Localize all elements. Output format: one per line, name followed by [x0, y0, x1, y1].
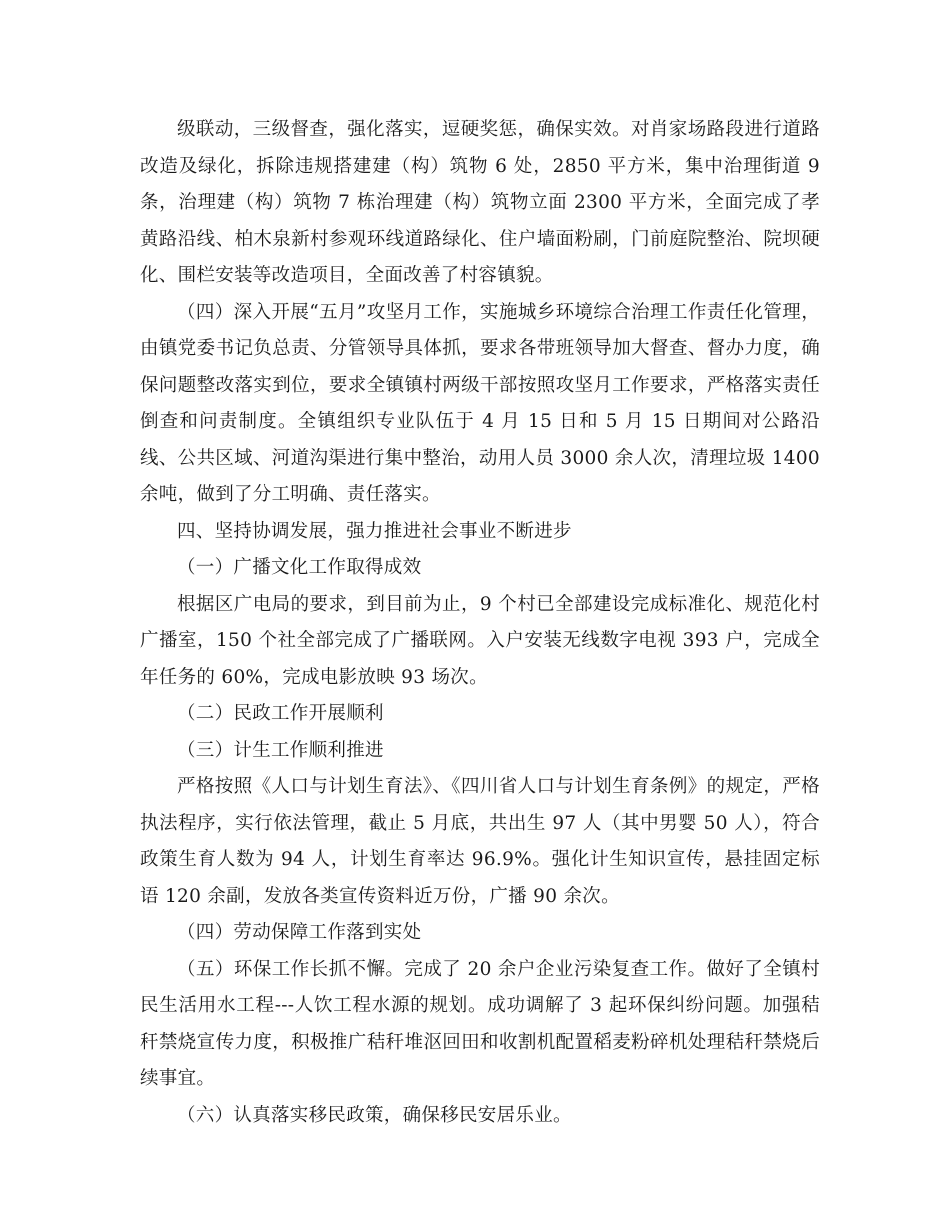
- subheading-civil-affairs: （二）民政工作开展顺利: [177, 703, 384, 724]
- paragraph-environment-rectification: 级联动，三级督查，强化落实，逗硬奖惩，确保实效。对肖家场路段进行道路改造及绿化，拆除违规搭建建（构）筑物 6 处，2850 平方米，集中治理街道 9 条，治理建（构）筑物 7 栋治理建（构）筑物立面 2300 平方米，全面完成了孝黄路沿线、柏木泉新村参观环线道路绿化、住户墙面粉刷，门前庭院整治、院坝硬化、围栏安装等改造项目，全面改善了村容镇貌。: [140, 119, 820, 286]
- paragraph-resettlement-policy: （六）认真落实移民政策，确保移民安居乐业。: [177, 1104, 572, 1126]
- paragraph-family-planning: 严格按照《人口与计划生育法》、《四川省人口与计划生育条例》的规定，严格执法程序，实行依法管理，截止 5 月底，共出生 97 人（其中男婴 50 人），符合政策生育人数为 94 人，计划生育率达 96.9%。强化计生知识宣传，悬挂固定标语 120 余副，发放各类宣传资料近万份，广播 90 余次。: [140, 776, 820, 907]
- paragraph-broadcast-culture: 根据区广电局的要求，到目前为止，9 个村已全部建设完成标准化、规范化村广播室，150 个社全部完成了广播联网。入户安装无线数字电视 393 户，完成全年任务的 60%，完成电影放映 93 场次。: [140, 593, 820, 688]
- document-body: [140, 112, 820, 1134]
- paragraph-may-campaign: （四）深入开展“五月”攻坚月工作，实施城乡环境综合治理工作责任化管理，由镇党委书记负总责、分管领导具体抓，要求各带班领导加大督查、督办力度，确保问题整改落实到位，要求全镇镇村两级干部按照攻坚月工作要求，严格落实责任倒查和问责制度。全镇组织专业队伍于 4 月 15 日和 5 月 15 日期间对公路沿线、公共区域、河道沟渠进行集中整治，动用人员 3000 余人次，清理垃圾 1400 余吨，做到了分工明确、责任落实。: [140, 301, 820, 505]
- paragraph-environmental-protection: （五）环保工作长抓不懈。完成了 20 余户企业污染复查工作。做好了全镇村民生活用水工程---人饮工程水源的规划。成功调解了 3 起环保纠纷问题。加强秸秆禁烧宣传力度，积极推广秸秆堆沤回田和收割机配置稻麦粉碎机处理秸秆禁烧后续事宜。: [140, 958, 820, 1089]
- subheading-broadcast-culture: （一）广播文化工作取得成效: [177, 557, 422, 578]
- subheading-labor-security: （四）劳动保障工作落到实处: [177, 922, 422, 943]
- section-heading-social-affairs: 四、坚持协调发展，强力推进社会事业不断进步: [177, 520, 572, 542]
- subheading-family-planning: （三）计生工作顺利推进: [177, 739, 384, 761]
